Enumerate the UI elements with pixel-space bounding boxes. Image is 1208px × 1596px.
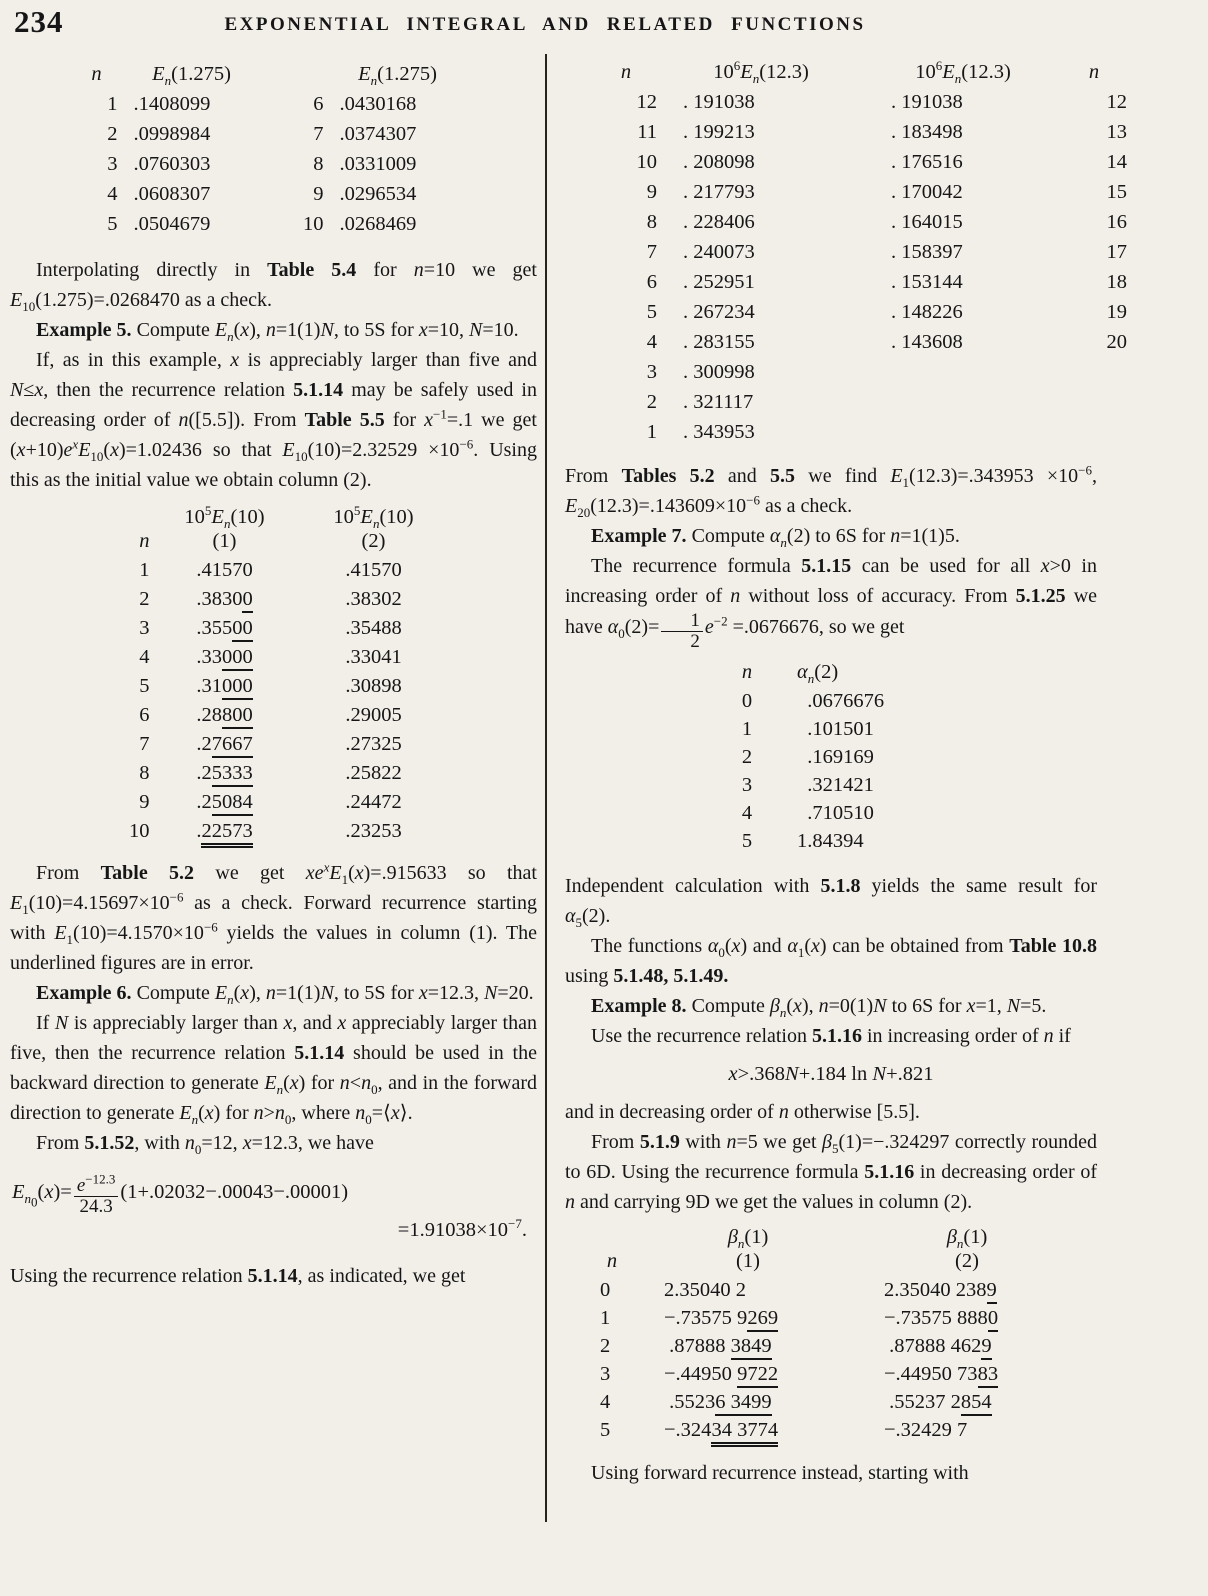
display-formula-en0 — [10, 1171, 537, 1245]
table-cell: 11 — [637, 121, 657, 143]
table-cell: . 191038 — [683, 91, 755, 113]
table-row — [595, 117, 1127, 147]
left-paragraphs-2 — [10, 858, 537, 1158]
table-cell: 14 — [1106, 151, 1127, 173]
table-row — [100, 585, 448, 614]
table-cell: .25822 — [345, 762, 402, 784]
running-header-title: EXPONENTIAL INTEGRAL AND RELATED FUNCTIONS — [224, 14, 866, 35]
table-cell: . 228406 — [683, 211, 755, 233]
table-cell: . 191038 — [891, 91, 963, 113]
table-cell: −.44950 9722 — [638, 1360, 858, 1388]
table-cell: 20 — [1106, 331, 1127, 353]
table-row — [719, 799, 943, 827]
table-cell: .0676676 — [797, 689, 885, 712]
formula-line-2: $=1.91038\times 10^{-7}$. — [397, 1216, 527, 1241]
table-cell: . 252951 — [683, 271, 755, 293]
paragraph: From 5.1.52, with $n_0=12$, x=12.3, we have — [36, 1132, 374, 1157]
table-cell: . 183498 — [891, 121, 963, 143]
table-cell: .0430168 — [339, 93, 417, 115]
table-cell: 2 — [107, 123, 118, 145]
table-cell: .41570 — [196, 559, 253, 581]
table-cell: 4 — [139, 646, 150, 668]
table-cell: 1 — [600, 1306, 611, 1329]
table-cell: .0296534 — [339, 183, 417, 205]
table-cell: 9 — [646, 181, 657, 203]
table-cell: 1 — [646, 421, 657, 443]
table-cell: 7 — [646, 241, 657, 263]
table-row — [100, 672, 448, 701]
paragraph: The functions $\alpha_0(x)$ and $\alpha_1(x)$ can be obtained from Table 10.8 using 5.1.48, 5.1.49. — [565, 934, 1097, 987]
table-cell: $E_n(1.275)$ — [358, 63, 437, 89]
table-row — [100, 556, 448, 585]
table-cell: −.44950 7383 — [858, 1360, 1076, 1388]
table-cell: $10^5E_n(10)$ (1) — [184, 503, 265, 552]
table-header-row — [100, 505, 448, 556]
table-cell: 2 — [600, 1334, 611, 1357]
table-cell: .169169 — [797, 745, 874, 768]
table-cell: . 283155 — [683, 331, 755, 353]
table-en-1-275 — [76, 62, 472, 239]
table-row — [595, 237, 1127, 267]
table-cell: .1408099 — [133, 93, 211, 115]
table-row — [76, 119, 472, 149]
paragraph: Use the recurrence relation 5.1.16 in increasing order of n if — [591, 1024, 1071, 1047]
table-cell: . 217793 — [683, 181, 755, 203]
table-row — [586, 1416, 1076, 1444]
table-cell: . 170042 — [891, 181, 963, 203]
table-header-row — [586, 1225, 1076, 1276]
table-row — [595, 297, 1127, 327]
table-row — [586, 1388, 1076, 1416]
table-row — [595, 357, 1127, 387]
paragraph: From Table 5.2 we get $xe^xE_1(x)=.915633$ so that $E_1(10)=4.15697\times 10^{-6}$ as a check. Forward recurrence starting with $E_1(10)=4.1570\times 10^{-6}$ yields the values in column (1). The underlined figures are in error. — [10, 859, 537, 974]
table-cell: 7 — [139, 733, 150, 755]
table-cell — [1061, 417, 1127, 447]
table-cell: 3 — [741, 773, 753, 796]
table-cell: 8 — [646, 211, 657, 233]
paragraph: From Tables 5.2 and 5.5 we find $E_1(12.3)=.343953 \times 10^{-6}$, $E_{20}(12.3)=.143609\times 10^{-6}$ as a check. — [565, 462, 1097, 520]
table-row — [595, 177, 1127, 207]
table-cell: .33000 — [150, 643, 300, 672]
table-alpha-n-2 — [719, 660, 943, 855]
table-cell: .87888 3849 — [638, 1332, 858, 1360]
table-cell: 5 — [107, 213, 118, 235]
table-row — [719, 771, 943, 799]
table-cell: .55236 3499 — [638, 1388, 858, 1416]
table-header-row — [719, 660, 943, 687]
table-cell: 1 — [139, 559, 150, 581]
right-paragraphs-2 — [565, 871, 1097, 1051]
table-cell: . 240073 — [683, 241, 755, 263]
table-cell: .38302 — [345, 588, 402, 610]
stacked-fraction: $\frac{1}{2}$ — [661, 611, 703, 652]
paragraph: If, as in this example, x is appreciably larger than five and N≤x, then the recurrence relation 5.1.14 may be safely used in decreasing order of n([5.5]). From Table 5.5 for $x^{-1}=.1$ we get $(x+10)e^xE_{10}(x)=1.02436$ so that $E_{10}(10)=2.32529 \times 10^{-6}$. Using this as the initial value we obtain column (2). — [10, 349, 537, 491]
table-cell: .22573 — [150, 817, 300, 846]
table-cell: . 158397 — [891, 241, 963, 263]
table-cell: 6 — [139, 704, 150, 726]
table-row — [719, 715, 943, 743]
table-row — [719, 743, 943, 771]
table-cell — [865, 357, 1061, 387]
table-cell: −.32429 7 — [884, 1418, 968, 1441]
table-row — [76, 209, 472, 239]
table-cell: 8 — [313, 153, 324, 175]
table-cell: 0 — [600, 1278, 611, 1301]
table-cell: −.73575 9269 — [638, 1304, 858, 1332]
table-cell — [1061, 357, 1127, 387]
table-en-12-3 — [595, 60, 1127, 447]
table-cell: 16 — [1106, 211, 1127, 233]
paragraph: Example 7. Compute $\alpha_n(2)$ to 6S for n=1(1)5. — [591, 525, 960, 550]
table-row — [100, 817, 448, 846]
right-paragraphs-1 — [565, 461, 1097, 652]
table-cell: 5 — [741, 829, 753, 852]
two-column-layout — [0, 50, 1208, 1522]
paragraph: If N is appreciably larger than x, and x appreciably larger than five, then the recurrence relation 5.1.14 should be used in the backward direction to generate $E_n(x)$ for $n<n_0$, and in the forward direction to generate $E_n(x)$ for $n>n_0$, where $n_0=⟨x⟩$. — [10, 1012, 537, 1127]
table-cell: .0998984 — [133, 123, 211, 145]
paragraph: Example 5. Compute $E_n(x)$, n=1(1)N, to 5S for x=10, N=10. — [36, 319, 519, 344]
table-cell: 10 — [129, 820, 150, 842]
table-cell: 2 — [741, 745, 753, 768]
table-row — [595, 87, 1127, 117]
table-cell: 5 — [600, 1418, 611, 1441]
table-row — [595, 147, 1127, 177]
table-beta-n-1 — [586, 1225, 1076, 1444]
paragraph: and in decreasing order of n otherwise [5.5]. — [565, 1100, 920, 1123]
table-cell: . 343953 — [683, 421, 755, 443]
table-en-10-columns — [100, 505, 448, 846]
paragraph: Example 6. Compute $E_n(x)$, n=1(1)N, to 5S for x=12.3, N=20. — [36, 982, 534, 1007]
page-number: 234 — [14, 4, 64, 39]
table-cell: .0760303 — [133, 153, 211, 175]
table-row — [595, 267, 1127, 297]
table-header-row — [76, 62, 472, 89]
table-cell: .87888 4629 — [858, 1332, 1076, 1360]
table-cell: 13 — [1106, 121, 1127, 143]
table-cell: 12 — [636, 91, 657, 113]
table-row — [100, 759, 448, 788]
table-cell: n — [741, 660, 753, 683]
table-row — [586, 1360, 1076, 1388]
display-formula-inequality: x>.368N+.184 ln N+.821 — [728, 1062, 934, 1085]
paragraph: Example 8. Compute $\beta_n(x)$, n=0(1)N to 6S for x=1, N=5. — [591, 994, 1047, 1020]
table-cell: 1 — [741, 717, 753, 740]
table-row — [586, 1304, 1076, 1332]
table-cell: 4 — [741, 801, 753, 824]
table-cell: .35500 — [150, 614, 300, 643]
table-cell — [865, 387, 1061, 417]
table-row — [586, 1332, 1076, 1360]
table-cell: $10^5E_n(10)$ (2) — [333, 503, 414, 552]
table-cell: 4 — [646, 331, 657, 353]
right-paragraphs-3 — [565, 1097, 1097, 1217]
table-cell: 3 — [139, 617, 150, 639]
table-row — [595, 207, 1127, 237]
table-cell: 17 — [1106, 241, 1127, 263]
table-cell: . 143608 — [891, 331, 963, 353]
table-cell: 4 — [600, 1390, 611, 1413]
table-cell: 9 — [313, 183, 324, 205]
paragraph: Interpolating directly in Table 5.4 for n=10 we get $E_{10}(1.275)=.0268470$ as a check. — [10, 259, 537, 314]
table-cell: .25333 — [150, 759, 300, 788]
table-cell: n — [1088, 61, 1100, 83]
paragraph: Using forward recurrence instead, starting with — [591, 1461, 969, 1484]
table-cell: . 321117 — [683, 391, 754, 413]
left-paragraphs-3 — [10, 1261, 537, 1291]
table-cell: .33041 — [345, 646, 402, 668]
table-cell: .25084 — [150, 788, 300, 817]
table-cell: 3 — [600, 1362, 611, 1385]
table-cell: .0608307 — [133, 183, 211, 205]
table-header-row — [595, 60, 1127, 87]
table-cell: . 208098 — [683, 151, 755, 173]
table-row — [100, 730, 448, 759]
table-cell: .710510 — [797, 801, 874, 824]
table-cell: .101501 — [797, 717, 874, 740]
table-cell: n — [620, 61, 632, 83]
table-cell: 2 — [139, 588, 150, 610]
table-cell: $\alpha_n(2)$ — [797, 660, 839, 686]
table-cell: 9 — [139, 791, 150, 813]
table-cell: −.73575 8880 — [858, 1304, 1076, 1332]
table-cell: .35488 — [345, 617, 402, 639]
table-cell: . 199213 — [683, 121, 755, 143]
table-cell: 7 — [313, 123, 324, 145]
table-row — [100, 643, 448, 672]
table-cell: .23253 — [345, 820, 402, 842]
table-cell: .27325 — [345, 733, 402, 755]
table-row — [719, 827, 943, 855]
table-cell: $E_n(1.275)$ — [152, 63, 231, 89]
table-cell: 6 — [646, 271, 657, 293]
left-column — [0, 50, 545, 1291]
table-cell: 1.84394 — [797, 829, 864, 852]
table-cell: .31000 — [150, 672, 300, 701]
table-row — [76, 89, 472, 119]
table-cell: . 176516 — [891, 151, 963, 173]
table-cell: 18 — [1106, 271, 1127, 293]
table-cell: 2.35040 2389 — [858, 1276, 1076, 1304]
table-cell: .0374307 — [339, 123, 417, 145]
table-cell: . 153144 — [891, 271, 963, 293]
table-cell — [1061, 387, 1127, 417]
table-cell: 3 — [646, 361, 657, 383]
table-cell: n — [606, 1249, 618, 1272]
table-cell: . 164015 — [891, 211, 963, 233]
right-paragraphs-4 — [565, 1458, 1097, 1488]
paragraph: From 5.1.9 with n=5 we get $\beta_5(1)=-.324297$ correctly rounded to 6D. Using the recurrence formula 5.1.16 in decreasing order of n and carrying 9D we get the values in column (2). — [565, 1130, 1098, 1213]
table-cell: 1 — [107, 93, 118, 115]
table-cell: . 300998 — [683, 361, 755, 383]
table-row — [719, 687, 943, 715]
table-cell: . 267234 — [683, 301, 755, 323]
table-cell: 0 — [741, 689, 753, 712]
page-header — [0, 0, 1208, 50]
table-cell: .28800 — [150, 701, 300, 730]
table-cell: $\beta_n(1)$ (1) — [727, 1225, 769, 1272]
table-cell: .0268469 — [339, 213, 417, 235]
table-cell: .0331009 — [339, 153, 417, 175]
table-cell: −.32434 3774 — [638, 1416, 858, 1444]
table-cell: $\beta_n(1)$ (2) — [946, 1225, 988, 1272]
table-cell: 5 — [646, 301, 657, 323]
table-row — [100, 701, 448, 730]
table-cell: 4 — [107, 183, 118, 205]
table-cell: .30898 — [345, 675, 402, 697]
table-cell: 10 — [636, 151, 657, 173]
table-cell: 15 — [1106, 181, 1127, 203]
table-cell: 2.35040 2 — [664, 1278, 746, 1301]
table-cell: 10 — [303, 213, 324, 235]
table-cell: $10^6E_n(12.3)$ — [713, 58, 809, 87]
table-cell: 5 — [139, 675, 150, 697]
table-cell: 12 — [1106, 91, 1127, 113]
table-row — [100, 788, 448, 817]
table-row — [586, 1276, 1076, 1304]
right-column — [547, 50, 1127, 1488]
left-paragraphs-1 — [10, 255, 537, 495]
table-cell: n — [139, 530, 150, 552]
table-row — [595, 417, 1127, 447]
table-cell: .321421 — [797, 773, 874, 796]
table-cell: .24472 — [345, 791, 402, 813]
table-row — [100, 614, 448, 643]
paragraph: The recurrence formula 5.1.15 can be used for all x>0 in increasing order of n without loss of accuracy. From 5.1.25 we have $\alpha_0(2)=$ $\frac{1}{2}$ $e^{-2} =.0676676$, so we get — [565, 555, 1098, 652]
table-cell: .55237 2854 — [858, 1388, 1076, 1416]
table-cell: $10^6E_n(12.3)$ — [915, 58, 1011, 87]
table-row — [595, 327, 1127, 357]
table-cell: .0504679 — [133, 213, 211, 235]
formula-line-1: $E_{n_0}(x)=$ $\frac{e^{-12.3}}{24.3}$ (1+.02032−.00043−.00001) — [12, 1171, 349, 1217]
table-row — [76, 179, 472, 209]
table-cell: 8 — [139, 762, 150, 784]
table-row — [595, 387, 1127, 417]
table-cell: . 148226 — [891, 301, 963, 323]
table-cell: .38300 — [150, 585, 300, 614]
table-cell — [865, 417, 1061, 447]
table-cell: 6 — [313, 93, 324, 115]
table-cell: .29005 — [345, 704, 402, 726]
stacked-fraction: $\frac{e^{-12.3}}{24.3}$ — [74, 1176, 119, 1217]
table-cell: 3 — [107, 153, 118, 175]
table-row — [76, 149, 472, 179]
paragraph: Using the recurrence relation 5.1.14, as indicated, we get — [10, 1264, 466, 1287]
table-cell: .27667 — [150, 730, 300, 759]
table-cell: 2 — [646, 391, 657, 413]
table-cell: 19 — [1106, 301, 1127, 323]
paragraph: Independent calculation with 5.1.8 yields the same result for $\alpha_5(2)$. — [565, 874, 1097, 930]
table-cell: n — [91, 63, 102, 85]
table-cell: .41570 — [345, 559, 402, 581]
